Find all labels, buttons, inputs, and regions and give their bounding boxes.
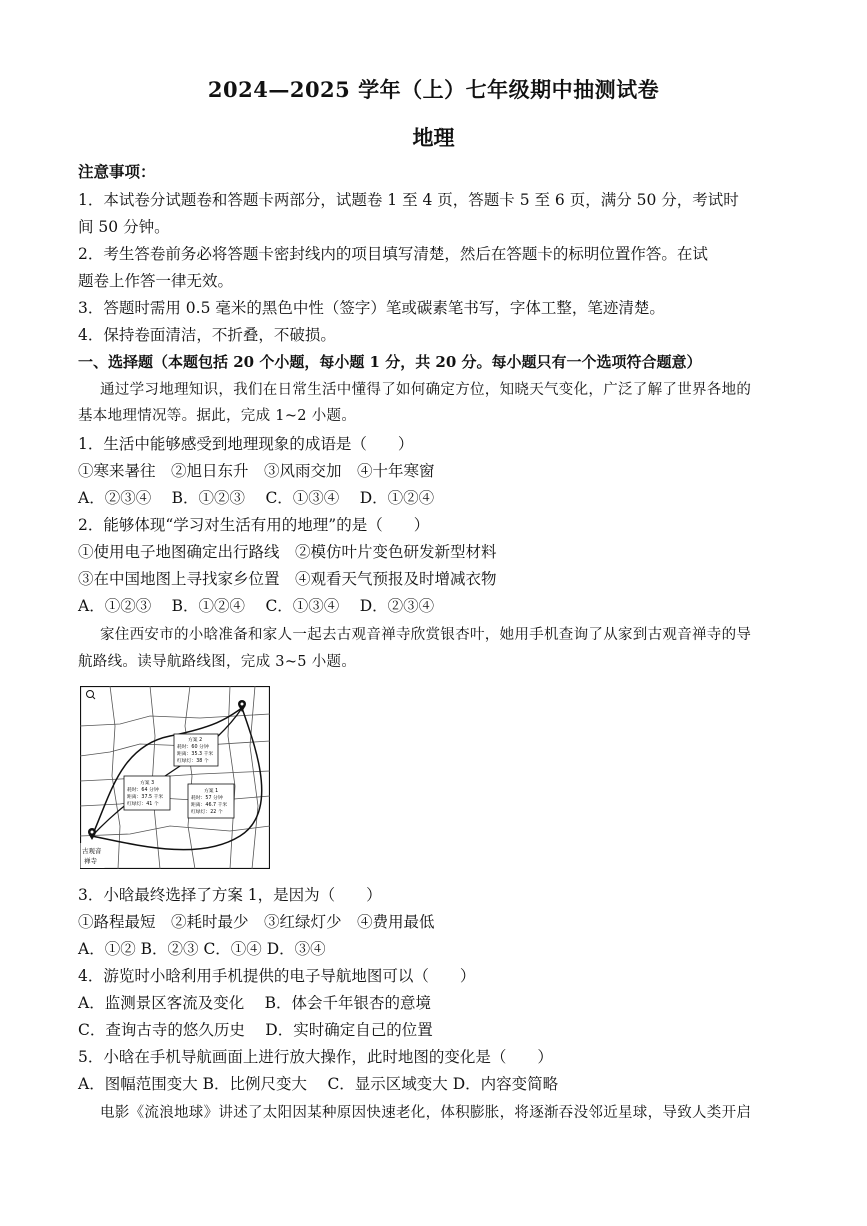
question-3-stem: 3．小晗最终选择了方案 1，是因为（ ） — [78, 886, 382, 904]
intro-paragraph: 基本地理情况等。据此，完成 1~2 小题。 — [78, 408, 357, 424]
question-5-stem: 5．小晗在手机导航画面上进行放大操作，此时地图的变化是（ ） — [78, 1048, 553, 1066]
question-4-options: A．监测景区客流及变化 B．体会千年银杏的意境 — [78, 994, 432, 1012]
question-2-stem: 2．能够体现“学习对生活有用的地理”的是（ ） — [78, 516, 430, 534]
plan-3-box — [124, 776, 170, 810]
navigation-route-map — [80, 686, 270, 869]
exam-title: 2024—2025 学年（上）七年级期中抽测试卷 — [207, 77, 660, 102]
notice-heading: 注意事项： — [78, 162, 156, 181]
intro-paragraph: 航路线。读导航路线图，完成 3~5 小题。 — [78, 654, 357, 670]
destination-label: 禅寺 — [84, 857, 97, 865]
svg-text:方案 3: 方案 3 — [140, 781, 155, 786]
question-3-options: A．①② B．②③ C．①④ D．③④ — [78, 940, 326, 958]
question-5-options: A．图幅范围变大 B．比例尺变大 C．显示区域变大 D．内容变简略 — [78, 1075, 559, 1093]
notice-line: 间 50 分钟。 — [78, 218, 170, 236]
question-2-options: A．①②③ B．①②④ C．①③④ D．②③④ — [78, 597, 435, 615]
svg-text:红绿灯：38 个: 红绿灯：38 个 — [177, 759, 209, 764]
question-4-options: C．查询古寺的悠久历史 D．实时确定自己的位置 — [78, 1021, 433, 1039]
subject-title: 地理 — [412, 125, 455, 150]
svg-text:耗时：57 分钟: 耗时：57 分钟 — [191, 796, 223, 801]
svg-text:红绿灯：22 个: 红绿灯：22 个 — [191, 810, 223, 815]
plan-2-box — [174, 734, 218, 766]
svg-text:耗时：60 分钟: 耗时：60 分钟 — [177, 745, 209, 750]
destination-label: 古观音 — [82, 847, 102, 855]
question-2-items: ③在中国地图上寻找家乡位置 ④观看天气预报及时增减衣物 — [78, 570, 497, 588]
intro-paragraph: 家住西安市的小晗准备和家人一起去古观音禅寺欣赏银杏叶，她用手机查询了从家到古观音禅寺的导 — [100, 627, 752, 643]
intro-paragraph: 电影《流浪地球》讲述了太阳因某种原因快速老化，体积膨胀，将逐渐吞没邻近星球，导致人类开启 — [100, 1105, 752, 1121]
notice-line: 1．本试卷分试题卷和答题卡两部分，试题卷 1 至 4 页，答题卡 5 至 6 页，满分 50 分，考试时 — [78, 191, 739, 209]
svg-text:红绿灯：41 个: 红绿灯：41 个 — [127, 802, 159, 807]
question-1-items: ①寒来暑往 ②旭日东升 ③风雨交加 ④十年寒窗 — [78, 462, 435, 480]
svg-text:耗时：64 分钟: 耗时：64 分钟 — [127, 788, 159, 793]
svg-text:距离：35.3 千米: 距离：35.3 千米 — [177, 752, 214, 757]
svg-text:距离：37.5 千米: 距离：37.5 千米 — [127, 795, 164, 800]
question-3-items: ①路程最短 ②耗时最少 ③红绿灯少 ④费用最低 — [78, 913, 435, 931]
notice-line: 2．考生答卷前务必将答题卡密封线内的项目填写清楚，然后在答题卡的标明位置作答。在试 — [78, 245, 708, 263]
question-2-items: ①使用电子地图确定出行路线 ②模仿叶片变色研发新型材料 — [78, 543, 497, 561]
intro-paragraph: 通过学习地理知识，我们在日常生活中懂得了如何确定方位，知晓天气变化，广泛了解了世界各地的 — [100, 382, 752, 398]
notice-line: 3．答题时需用 0.5 毫米的黑色中性（签字）笔或碳素笔书写，字体工整，笔迹清楚。 — [78, 299, 665, 317]
question-1-options: A．②③④ B．①②③ C．①③④ D．①②④ — [78, 489, 435, 507]
svg-text:方案 1: 方案 1 — [204, 789, 219, 794]
section-heading: 一、选择题（本题包括 20 个小题，每小题 1 分，共 20 分。每小题只有一个选项符合题意） — [78, 353, 702, 371]
svg-text:方案 2: 方案 2 — [188, 738, 203, 743]
svg-text:距离：46.7 千米: 距离：46.7 千米 — [191, 803, 228, 808]
notice-line: 题卷上作答一律无效。 — [78, 272, 234, 290]
plan-1-box — [188, 784, 234, 818]
notice-line: 4．保持卷面清洁，不折叠，不破损。 — [78, 326, 336, 344]
question-4-stem: 4．游览时小晗利用手机提供的电子导航地图可以（ ） — [78, 967, 476, 985]
question-1-stem: 1．生活中能够感受到地理现象的成语是（ ） — [78, 435, 414, 453]
